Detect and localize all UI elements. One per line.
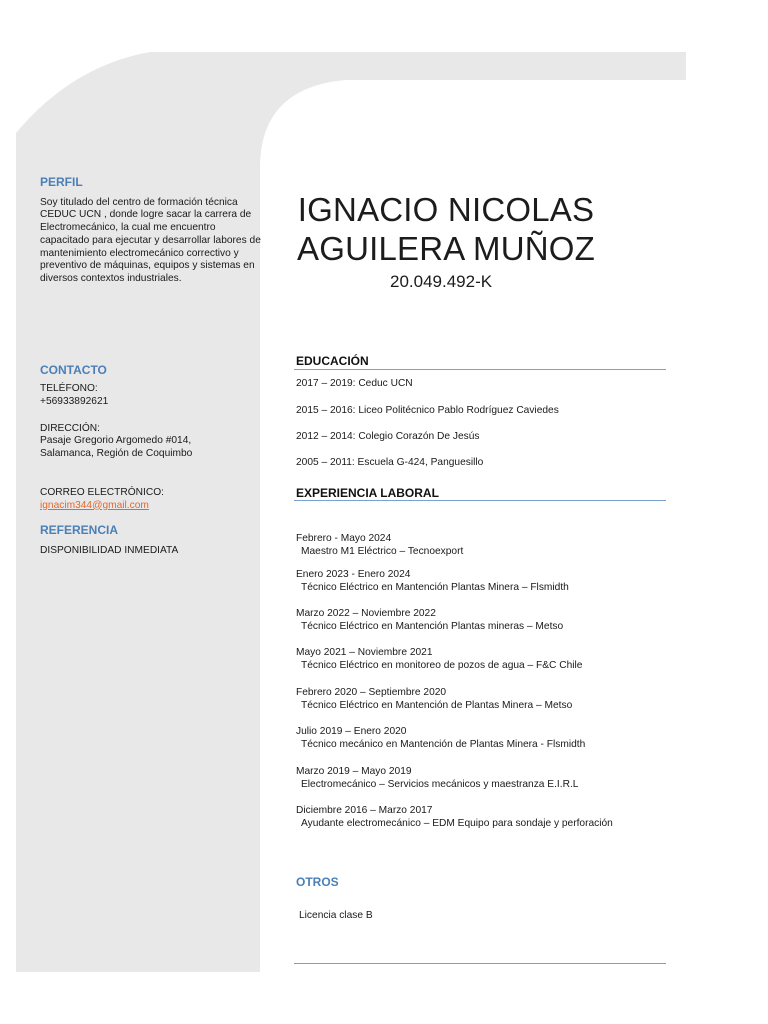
footer-divider: [294, 963, 666, 964]
reference-text: DISPONIBILIDAD INMEDIATA: [40, 544, 179, 556]
education-item: 2017 – 2019: Ceduc UCN: [296, 378, 413, 389]
address-label: DIRECCIÓN:: [40, 422, 100, 434]
experience-period: Marzo 2022 – Noviembre 2022: [296, 608, 436, 619]
experience-item: [296, 805, 613, 830]
experience-role: Técnico Eléctrico en Mantención de Plantas Minera – Metso: [301, 699, 573, 711]
profile-text: Soy titulado del centro de formación técnica CEDUC UCN , donde logre sacar la carrera de Electromecánico, la cual me encuentro capacitado para ejecutar y desarrollar labores de mantenimiento electromecánico correctivo y preventivo de máquinas, equipos y sistemas en diversos contextos industriales.: [40, 196, 261, 284]
candidate-rut: 20.049.492-K: [390, 272, 493, 291]
others-heading: OTROS: [296, 875, 339, 889]
address-line-1: Pasaje Gregorio Argomedo #014,: [40, 435, 192, 447]
experience-period: Julio 2019 – Enero 2020: [296, 726, 407, 737]
education-heading: EDUCACIÓN: [296, 354, 369, 368]
experience-period: Marzo 2019 – Mayo 2019: [296, 766, 412, 777]
experience-period: Enero 2023 - Enero 2024: [296, 569, 411, 580]
experience-item: [296, 533, 463, 558]
experience-item: [296, 726, 585, 751]
reference-heading: REFERENCIA: [40, 523, 119, 538]
experience-role: Maestro M1 Eléctrico – Tecnoexport: [301, 545, 464, 557]
candidate-name: [296, 190, 596, 268]
others-text: Licencia clase B: [299, 910, 373, 921]
experience-item: [296, 766, 578, 791]
contact-heading: CONTACTO: [40, 362, 107, 377]
experience-item: [296, 687, 572, 712]
experience-item: [296, 569, 569, 594]
name-line-2: AGUILERA MUÑOZ: [296, 230, 595, 267]
education-item: 2005 – 2011: Escuela G-424, Panguesillo: [296, 457, 484, 468]
experience-item: [296, 647, 582, 672]
experience-role: Ayudante electromecánico – EDM Equipo para sondaje y perforación: [301, 817, 613, 829]
experience-divider: [294, 500, 666, 501]
phone-label: TELÉFONO:: [40, 383, 98, 395]
education-item: 2012 – 2014: Colegio Corazón De Jesús: [296, 431, 480, 442]
address-line-2: Salamanca, Región de Coquimbo: [40, 448, 193, 460]
experience-heading: EXPERIENCIA LABORAL: [296, 486, 439, 500]
experience-period: Febrero 2020 – Septiembre 2020: [296, 687, 447, 698]
sidebar: [40, 176, 262, 558]
experience-role: Técnico Eléctrico en Mantención Plantas Minera – Flsmidth: [301, 581, 569, 593]
experience-role: Electromecánico – Servicios mecánicos y maestranza E.I.R.L: [301, 778, 579, 790]
email-label: CORREO ELECTRÓNICO:: [40, 486, 164, 498]
experience-role: Técnico mecánico en Mantención de Plantas Minera - Flsmidth: [301, 738, 586, 750]
education-divider: [294, 369, 666, 370]
education-item: 2015 – 2016: Liceo Politécnico Pablo Rodríguez Caviedes: [296, 405, 559, 416]
profile-heading: PERFIL: [40, 175, 83, 189]
experience-role: Técnico Eléctrico en Mantención Plantas mineras – Metso: [301, 620, 564, 632]
experience-period: Mayo 2021 – Noviembre 2021: [296, 647, 433, 658]
experience-role: Técnico Eléctrico en monitoreo de pozos de agua – F&C Chile: [301, 659, 583, 671]
experience-period: Febrero - Mayo 2024: [296, 533, 392, 544]
experience-period: Diciembre 2016 – Marzo 2017: [296, 805, 433, 816]
name-line-1: IGNACIO NICOLAS: [297, 191, 595, 228]
phone-value: +56933892621: [40, 396, 109, 408]
experience-item: [296, 608, 563, 633]
email-link[interactable]: ignacim344@gmail.com: [40, 499, 149, 511]
